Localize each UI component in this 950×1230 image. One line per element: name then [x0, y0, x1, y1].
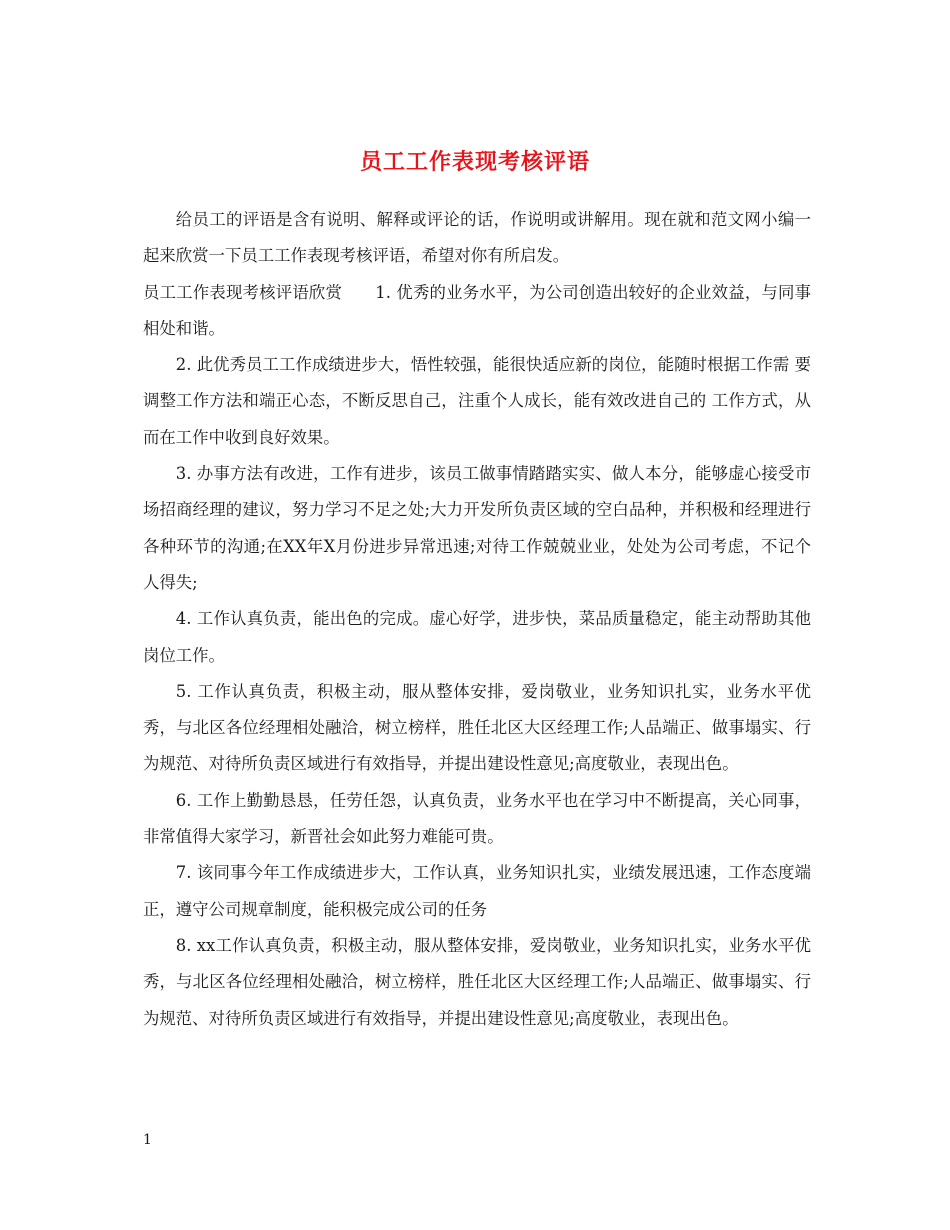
paragraph-item-6: 6. 工作上勤勤恳恳，任劳任怨，认真负责，业务水平也在学习中不断提高，关心同事，非常值得大家学习，新晋社会如此努力难能可贵。	[143, 790, 811, 847]
paragraph-item-7: 7. 该同事今年工作成绩进步大，工作认真，业务知识扎实，业绩发展迅速，工作态度端正，遵守公司规章制度，能积极完成公司的任务	[143, 863, 811, 919]
page-number: 1	[143, 1132, 152, 1148]
paragraph-item-2: 2. 此优秀员工工作成绩进步大，悟性较强，能很快适应新的岗位，能随时根据工作需 要调整工作方法和端正心态，不断反思自己，注重个人成长，能有效改进自己的 工作方式，从而在工作中收到良好效果。	[143, 355, 811, 447]
paragraph-item-3: 3. 办事方法有改进，工作有进步，该员工做事情踏踏实实、做人本分，能够虚心接受市场招商经理的建议，努力学习不足之处;大力开发所负责区域的空白品种，并积极和经理进行各种环节的沟通;在XX年X月份进步异常迅速;对待工作兢兢业业，处处为公司考虑，不记个人得失;	[143, 464, 811, 592]
document-title: 员工工作表现考核评语	[359, 148, 590, 175]
paragraph-item-1: 员工工作表现考核评语欣赏 1. 优秀的业务水平，为公司创造出较好的企业效益，与同事相处和谐。	[143, 282, 811, 338]
paragraph-item-8: 8. xx工作认真负责，积极主动，服从整体安排，爱岗敬业，业务知识扎实，业务水平优秀，与北区各位经理相处融洽，树立榜样，胜任北区大区经理工作;人品端正、做事塌实、行为规范、对待所负责区域进行有效指导，并提出建设性意见;高度敬业，表现出色。	[143, 935, 811, 1028]
paragraph-intro: 给员工的评语是含有说明、解释或评论的话，作说明或讲解用。现在就和范文网小编一起来欣赏一下员工工作表现考核评语，希望对你有所启发。	[143, 210, 811, 266]
document-body	[143, 202, 811, 1037]
paragraph-item-5: 5. 工作认真负责，积极主动，服从整体安排，爱岗敬业，业务知识扎实，业务水平优秀，与北区各位经理相处融洽，树立榜样，胜任北区大区经理工作;人品端正、做事塌实、行为规范、对待所负责区域进行有效指导，并提出建设性意见;高度敬业，表现出色。	[143, 681, 811, 774]
paragraph-item-4: 4. 工作认真负责，能出色的完成。虚心好学，进步快，菜品质量稳定，能主动帮助其他岗位工作。	[143, 609, 811, 665]
